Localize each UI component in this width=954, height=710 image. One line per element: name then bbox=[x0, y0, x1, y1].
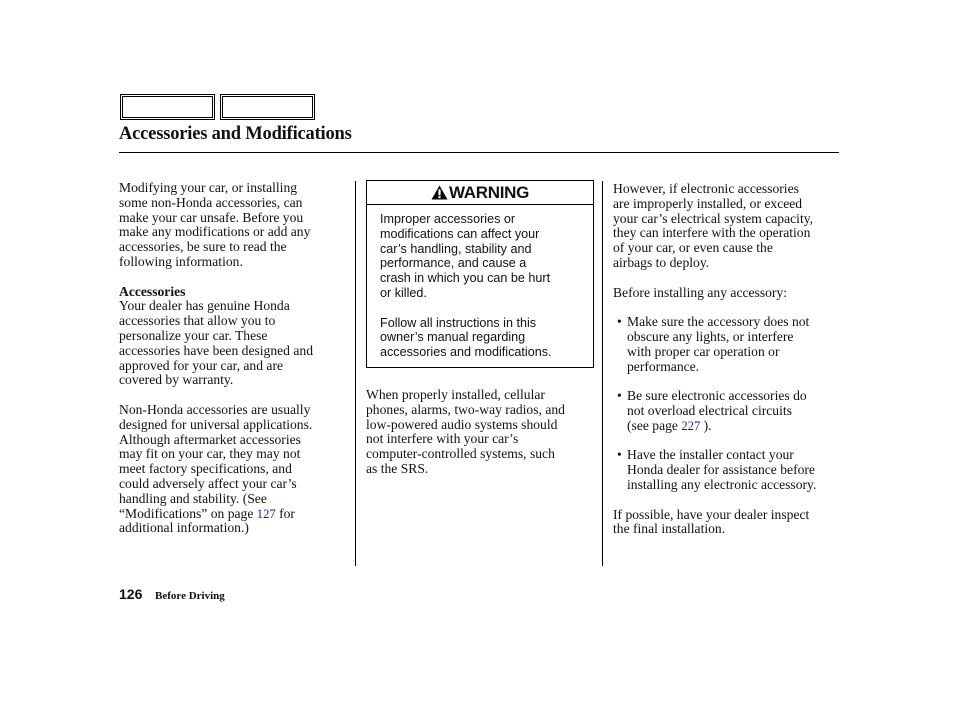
before-installing-text: Before installing any accessory: bbox=[613, 284, 788, 300]
bullet-item-1: • Make sure the accessory does not obscure any lights, or interfere with proper car operation or performance. bbox=[617, 314, 810, 374]
intro-paragraph: Modifying your car, or installing some non-Honda accessories, can make your car unsafe. Before you make any modifications or add any accessories, be sure to read the following information. bbox=[119, 180, 311, 269]
warning-paragraph-1: Improper accessories or modifications can affect your car’s handling, stability and performance, and cause a crash in which you can be hurt or killed. bbox=[380, 212, 551, 300]
page-number: 126 bbox=[119, 586, 143, 602]
non-honda-paragraph: Non-Honda accessories are usually designed for universal applications. Although aftermarket accessories may fit on your car, they may not meet factory specifications, and could adversely affect your car’s handling and stability. (See “Modifications” on page 127 for additional information.) bbox=[119, 401, 313, 536]
dealer-paragraph: Your dealer has genuine Honda accessories that allow you to personalize your car. These accessories have been designed and approved for your car, and are covered by warranty. bbox=[119, 298, 314, 388]
however-paragraph: However, if electronic accessories are improperly installed, or exceed your car’s electrical system capacity, they can interfere with the operation of your car, or even cause the airbags to deploy. bbox=[613, 181, 814, 270]
title-rule bbox=[119, 152, 839, 153]
final-paragraph: If possible, have your dealer inspect the final installation. bbox=[613, 506, 810, 537]
page-227-link[interactable]: 227 bbox=[681, 418, 701, 433]
warning-triangle-icon bbox=[431, 185, 448, 200]
nav-tab-box-2[interactable] bbox=[220, 94, 315, 120]
bullet-marker: • bbox=[617, 388, 622, 404]
column-divider-1 bbox=[355, 181, 356, 566]
warning-header bbox=[367, 181, 593, 205]
page-127-link[interactable]: 127 bbox=[256, 506, 276, 521]
bullet-item-2: • Be sure electronic accessories do not overload electrical circuits (see page 227 ). bbox=[617, 388, 807, 433]
warning-body bbox=[380, 212, 586, 360]
right-column bbox=[613, 182, 841, 537]
bullet-marker: • bbox=[617, 314, 622, 330]
warning-paragraph-2: Follow all instructions in this owner’s manual regarding accessories and modifications. bbox=[380, 315, 552, 360]
section-name: Before Driving bbox=[155, 590, 225, 602]
column-divider-2 bbox=[602, 181, 603, 566]
cellular-paragraph: When properly installed, cellular phones, alarms, two-way radios, and low-powered audio systems should not interfere with your car’s computer-controlled systems, such as the SRS. bbox=[366, 387, 565, 476]
bullet-marker: • bbox=[617, 447, 622, 463]
warning-box bbox=[366, 180, 594, 368]
bullet-item-3: • Have the installer contact your Honda dealer for assistance before installing any electronic accessory. bbox=[617, 447, 817, 492]
left-column bbox=[119, 181, 345, 536]
page-title: Accessories and Modifications bbox=[119, 124, 352, 144]
accessories-subheading: Accessories bbox=[119, 283, 186, 299]
middle-column bbox=[366, 388, 594, 477]
nav-tab-box-1[interactable] bbox=[120, 94, 215, 120]
warning-label: WARNING bbox=[448, 183, 530, 202]
